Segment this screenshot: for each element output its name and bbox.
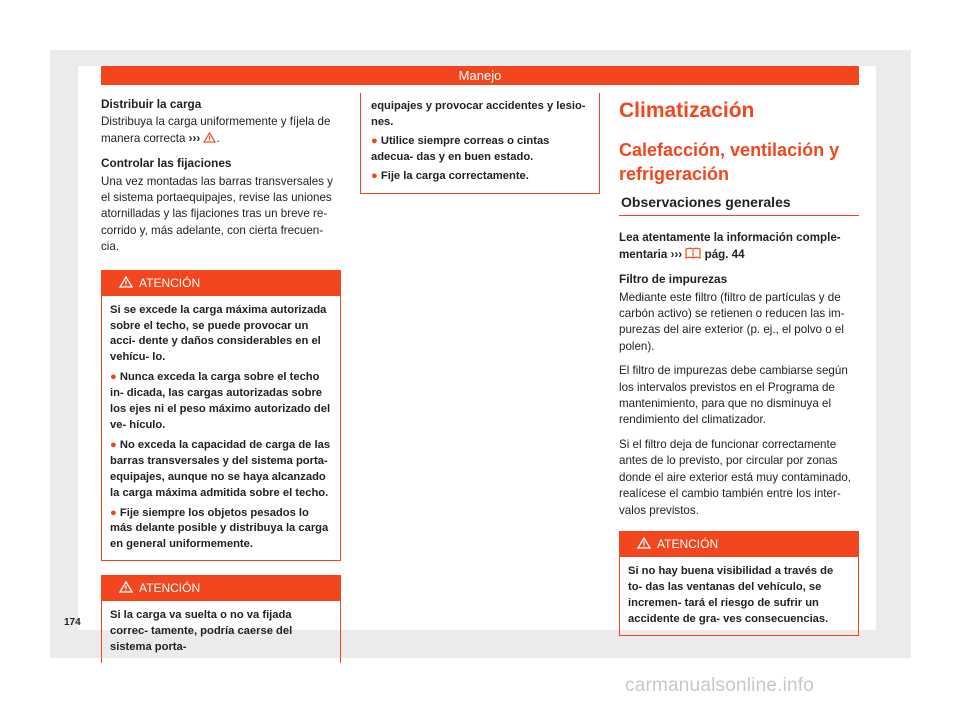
warning-item-text: Fije siempre los objetos pesados lo más delante posible y distribuya la carga en general uniformemente. — [110, 506, 329, 551]
warning-continued-text: equipajes y provocar accidentes y lesio- nes. — [371, 100, 586, 128]
filter-paragraph-2: El filtro de impurezas debe cambiarse según los intervalos previstos en el Programa de mantenimiento, para que no disminuya el rendimiento del climatizador. — [619, 364, 848, 427]
warning-triangle-icon — [119, 581, 133, 593]
page-number: 174 — [64, 617, 81, 628]
fixings-text: Una vez montadas las barras transversales y el sistema portaequipajes, revise las uniones atornilladas y las fijaciones tras un breve re- corrido y, más adelante, con cierta frecuen- cia. — [101, 174, 333, 254]
warning-continuation — [360, 93, 600, 194]
warning-label-2: ATENCIÓN — [139, 581, 201, 596]
bullet-icon: ● — [371, 134, 381, 147]
section-title: Observaciones generales — [619, 194, 859, 216]
distribute-text: Distribuya la carga uniformemente y fíjela de manera correcta — [101, 115, 331, 145]
filter-paragraph-3: Si el filtro deja de funcionar correctamente antes de lo previsto, por circular por zonas donde el aire exterior está muy contaminado, realícese el cambio también entre los inter- valos previstos. — [619, 437, 852, 517]
warning-item — [110, 438, 332, 502]
arrows-link[interactable]: ››› — [188, 131, 201, 145]
chapter-title: Climatización — [619, 99, 755, 122]
distribute-paragraph — [101, 114, 341, 147]
warning-triangle-icon — [119, 276, 133, 288]
warning-triangle-icon — [203, 132, 216, 143]
distribute-end: . — [216, 131, 220, 145]
filter-title: Filtro de impurezas — [619, 272, 728, 287]
read-note — [619, 230, 859, 263]
warning-header-3 — [620, 532, 858, 557]
warning-item — [371, 134, 589, 166]
bullet-icon: ● — [110, 438, 120, 451]
distribute-title: Distribuir la carga — [101, 97, 202, 111]
warning-item — [371, 169, 589, 185]
warning-intro-1: Si se excede la carga máxima autorizada sobre el techo, se puede provocar un acci- dente y daños considerables en el vehícu- lo. — [110, 303, 327, 364]
column-3 — [619, 98, 859, 636]
warning-item-text: No exceda la capacidad de carga de las barras transversales y del sistema porta- equipajes, aunque no se haya alcanzado la carga máxima admitida sobre el techo. — [110, 438, 331, 499]
warning-item — [110, 370, 332, 434]
warning-label-3: ATENCIÓN — [657, 536, 719, 551]
warning-body-2: Si la carga va suelta o no va fijada correc- tamente, podría caerse del sistema porta- — [110, 609, 293, 654]
column-2 — [360, 93, 600, 194]
fixings-title: Controlar las fijaciones — [101, 156, 232, 171]
chapter-subtitle: Calefacción, ventilación y refrigeración — [619, 140, 840, 184]
warning-item-text: Nunca exceda la carga sobre el techo in- dicada, las cargas autorizadas sobre los ejes ni el peso máximo autorizado del ve- hículo. — [110, 371, 331, 431]
bullet-icon: ● — [110, 371, 120, 384]
warning-box-3 — [619, 531, 859, 636]
warning-header-1 — [102, 271, 340, 296]
warning-triangle-icon — [637, 537, 651, 549]
bullet-icon: ● — [110, 506, 120, 519]
bullet-icon: ● — [371, 169, 381, 182]
warning-body-3: Si no hay buena visibilidad a través de to- das las ventanas del vehículo, se incremen- tará el riesgo de sufrir un accidente de gra- ves consecuencias. — [628, 564, 834, 625]
arrows-link[interactable]: ››› — [670, 247, 683, 261]
warning-box-2 — [101, 575, 341, 663]
read-note-text: Lea atentamente la información comple- mentaria — [619, 231, 841, 261]
section-header: Manejo — [101, 66, 859, 85]
warning-box-1 — [101, 270, 341, 562]
watermark: carmanualsonline.info — [625, 675, 815, 696]
warning-item-text: Fije la carga correctamente. — [380, 169, 529, 182]
warning-item-text: Utilice siempre correas o cintas adecua- das y en buen estado. — [371, 134, 550, 163]
warning-body-1 — [102, 296, 340, 561]
column-1 — [101, 96, 341, 663]
book-icon — [685, 247, 701, 259]
warning-label-1: ATENCIÓN — [139, 275, 201, 290]
filter-paragraph-1: Mediante este filtro (filtro de partículas y de carbón activo) se retienen o reducen las im- purezas del aire exterior (p. ej., el polvo o el polen). — [619, 290, 845, 353]
warning-item — [110, 506, 332, 554]
page-reference-link[interactable]: pág. 44 — [704, 247, 745, 261]
warning-header-2 — [102, 576, 340, 601]
